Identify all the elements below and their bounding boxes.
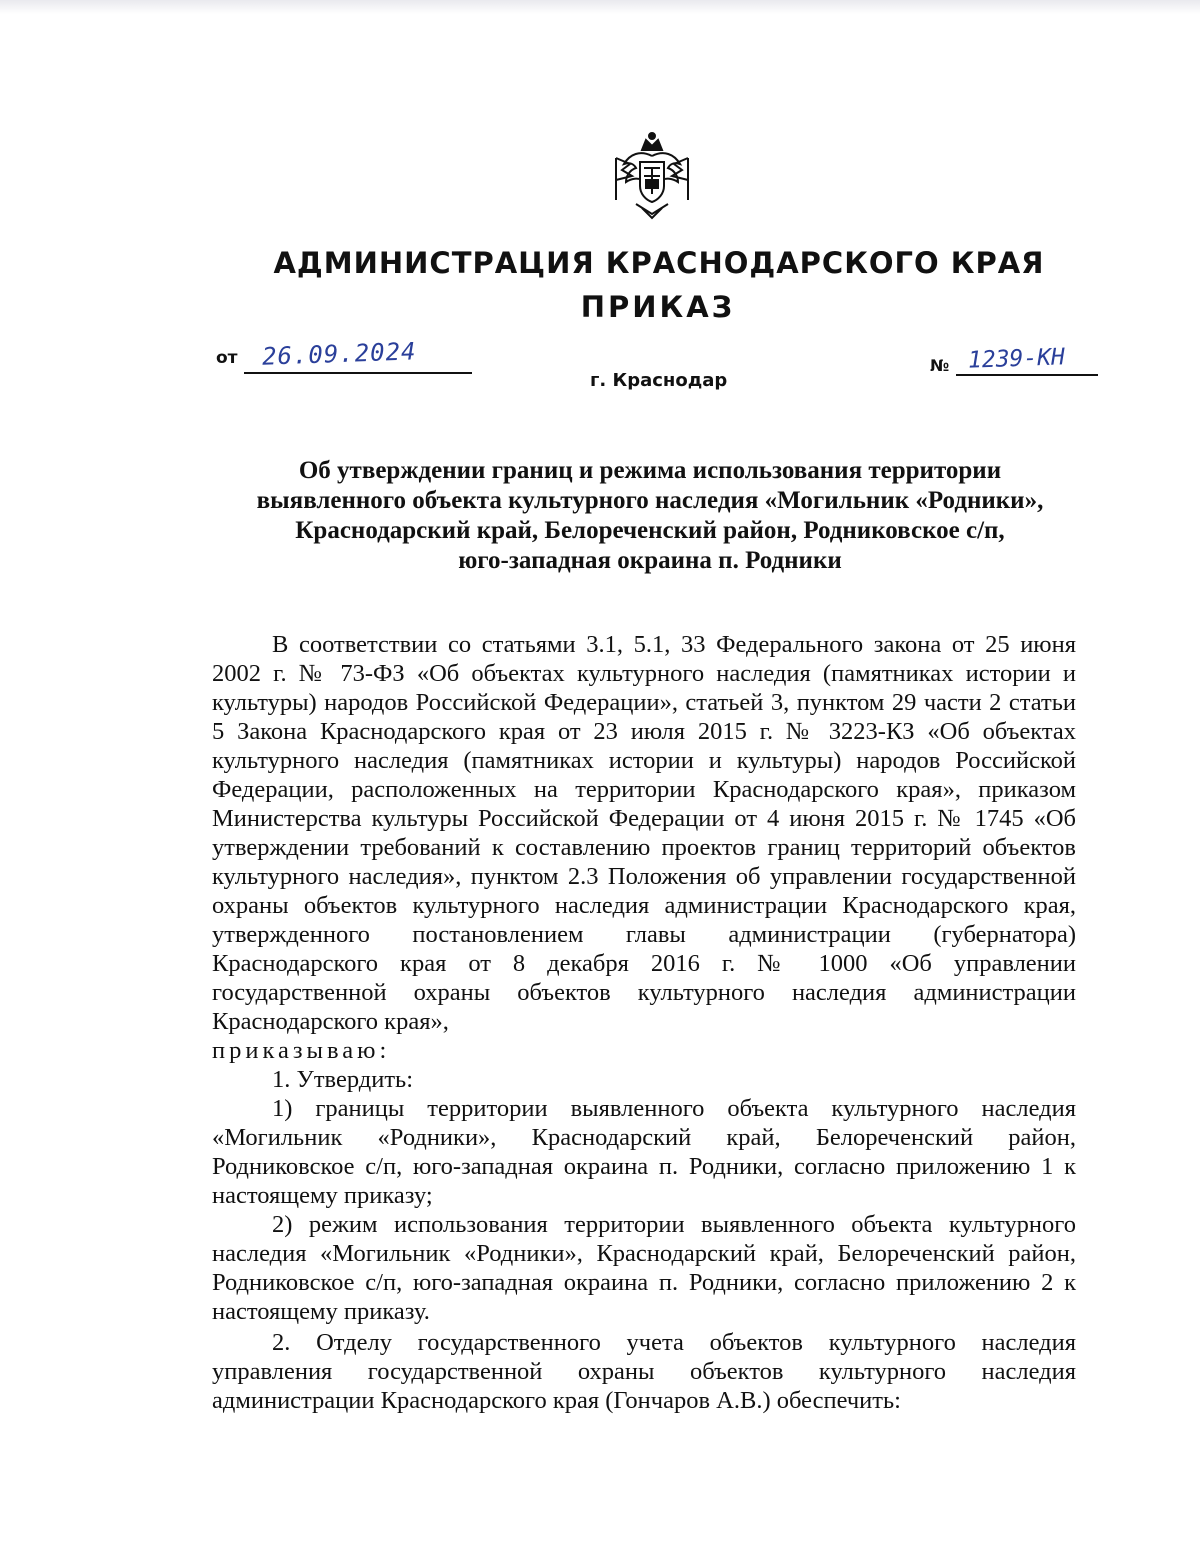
- document-body: [212, 630, 1076, 1415]
- item-1-1: 1) границы территории выявленного объекта культурного наследия «Могильник «Родники», Краснодарский край, Белореченский район, Родниковское с/п, юго-западная окраина п. Родники, согласно приложению 1 к настоящему приказу;: [212, 1095, 1076, 1209]
- subject-line: Об утверждении границ и режима использования территории: [298, 457, 1002, 484]
- subject-line: юго-западная окраина п. Родники: [458, 547, 842, 574]
- item-1-2: 2) режим использования территории выявленного объекта культурного наследия «Могильник «Родники», Краснодарский край, Белореченский район, Родниковское с/п, юго-западная окраина п. Родники, согласно приложению 2 к настоящему приказу.: [212, 1211, 1076, 1325]
- city-label: г. Краснодар: [590, 370, 728, 391]
- number-underline: [956, 374, 1098, 376]
- preamble-paragraph: В соответствии со статьями 3.1, 5.1, 33 Федерального закона от 25 июня 2002 г. № 73-ФЗ «Об объектах культурного наследия (памятниках истории и культуры) народов Российской Федерации», статьей 3, пунктом 29 части 2 статьи 5 Закона Краснодарского края от 23 июля 2015 г. № 3223-КЗ «Об объектах культурного наследия (памятниках истории и культуры) народов Российской Федерации, расположенных на территории Краснодарского края», приказом Министерства культуры Российской Федерации от 4 июня 2015 г. № 1745 «Об утверждении требований к составлению проектов границ территорий объектов культурного наследия», пунктом 2.3 Положения об управлении государственной охраны объектов культурного наследия администрации Краснодарского края, утвержденного постановлением главы администрации (губернатора) Краснодарского края от 8 декабря 2016 г. № 1000 «Об управлении государственной охраны объектов культурного наследия администрации Краснодарского края»,: [212, 631, 1076, 1035]
- handwritten-number: 1239-КН: [967, 344, 1066, 374]
- subject-line: Краснодарский край, Белореченский район, Родниковское с/п,: [295, 517, 1005, 544]
- order-word: приказываю:: [212, 1037, 391, 1064]
- date-underline: [244, 372, 472, 374]
- scan-edge: [0, 0, 1200, 14]
- item-1: 1. Утвердить:: [272, 1066, 414, 1093]
- item-2: 2. Отделу государственного учета объектов культурного наследия управления государственной охраны объектов культурного наследия администрации Краснодарского края (Гончаров А.В.) обеспечить:: [212, 1329, 1076, 1414]
- number-label: №: [930, 356, 950, 375]
- coat-of-arms-icon: [606, 128, 698, 220]
- handwritten-date: 26.09.2024: [261, 337, 417, 371]
- subject-line: выявленного объекта культурного наследия «Могильник «Родники»,: [256, 487, 1044, 514]
- date-label: от: [216, 348, 238, 368]
- document-subject: [200, 456, 1100, 576]
- document-type: ПРИКАЗ: [580, 290, 736, 324]
- organization-title: АДМИНИСТРАЦИЯ КРАСНОДАРСКОГО КРАЯ: [273, 246, 1045, 280]
